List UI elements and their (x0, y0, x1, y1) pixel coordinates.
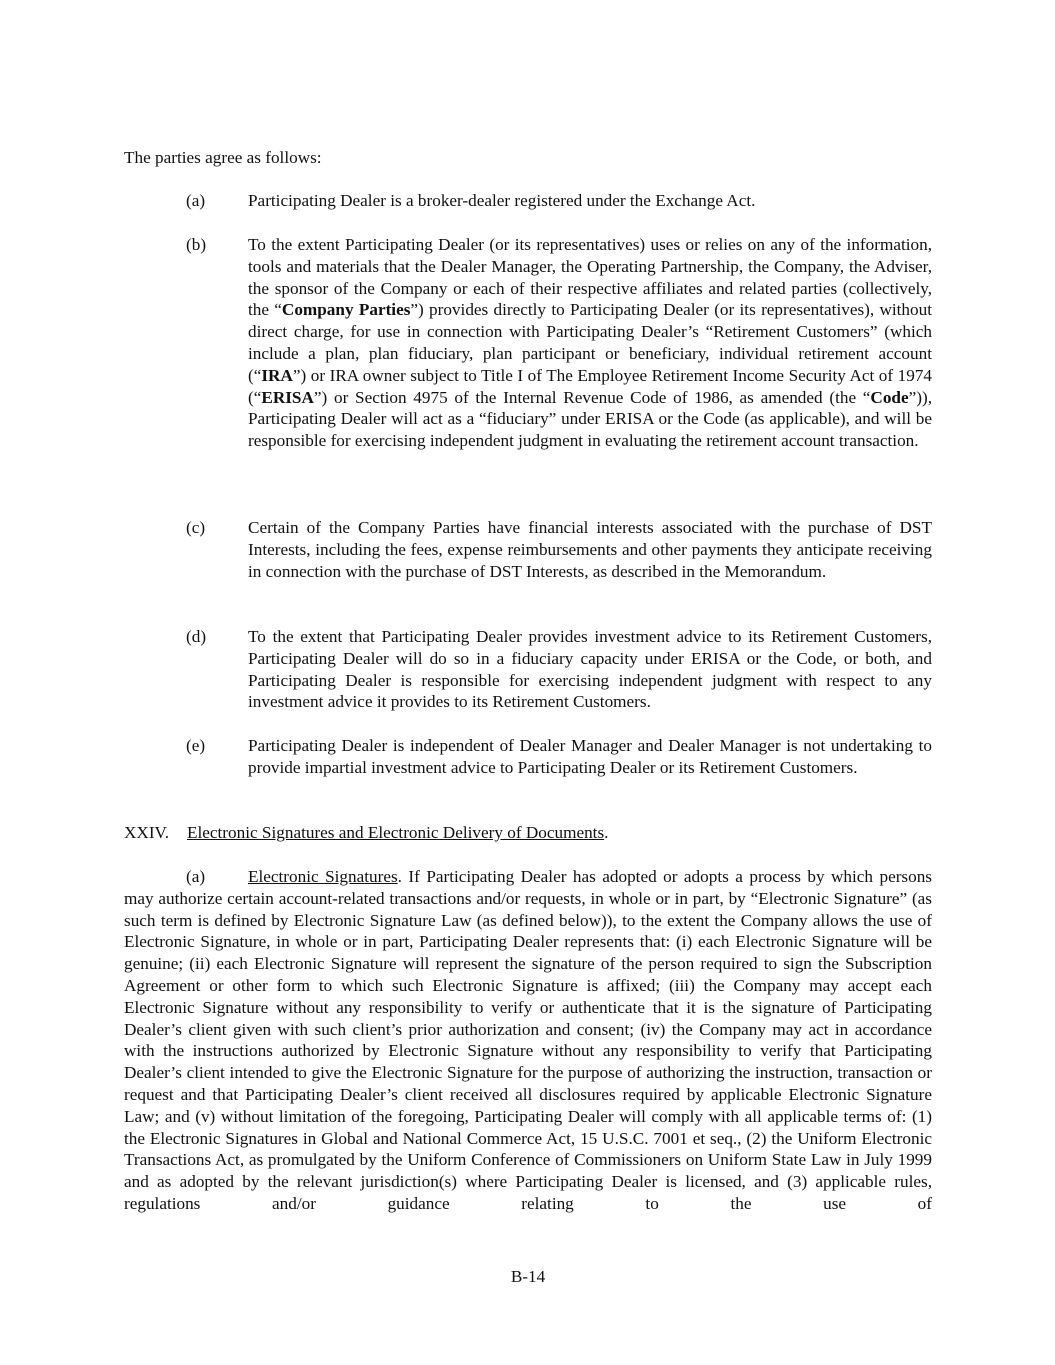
list-item-a (186, 190, 932, 212)
intro-text: The parties agree as follows: (124, 148, 322, 167)
section-number: XXIV. (124, 823, 170, 842)
defined-term: IRA (261, 365, 293, 385)
list-item-e (186, 735, 932, 779)
item-text: Participating Dealer is independent of Dealer Manager and Dealer Manager is not undertaking to provide impartial investment advice to Participating Dealer or its Retirement Customers. (248, 736, 932, 777)
item-label: (e) (186, 736, 206, 755)
paragraph-label: (a) (186, 867, 206, 886)
item-label: (b) (186, 235, 207, 254)
defined-term: Code (870, 387, 909, 407)
page-number: B-14 (510, 1267, 546, 1286)
item-text: Certain of the Company Parties have financial interests associated with the purchase of DST Interests, including the fees, expense reimbursements and other payments they anticipate receiving in connection with the purchase of DST Interests, as described in the Memorandum. (248, 518, 932, 581)
item-label: (a) (186, 191, 206, 210)
paragraph-title: Electronic Signatures (248, 867, 398, 886)
section-title: Electronic Signatures and Electronic Delivery of Documents (187, 823, 605, 842)
list-item-b (186, 234, 932, 452)
item-text: To the extent that Participating Dealer provides investment advice to its Retirement Customers, Participating Dealer will do so in a fiduciary capacity under ERISA or the Code, or both, and Participating Dealer is responsible for exercising independent judgment with respect to any investment advice it provides to its Retirement Customers. (248, 627, 932, 712)
paragraph-text: If Participating Dealer has adopted or adopts a process by which persons may authorize certain account-related transactions and/or requests, in whole or in part, by “Electronic Signature” (as such term is defined by Electronic Signature Law (as defined below)), to the extent the Company allows the use of Electronic Signature, in whole or in part, Participating Dealer represents that: (i) each Electronic Signature will be genuine; (ii) each Electronic Signature will represent the signature of the person required to sign the Subscription Agreement or other form to which such Electronic Signature is affixed; (iii) the Company may accept each Electronic Signature without any responsibility to verify or authenticate that it is the signature of Participating Dealer’s client given with such client’s prior authorization and consent; (iv) the Company may act in accordance with the instructions authorized by Electronic Signature without any responsibility to verify that Participating Dealer’s client intended to give the Electronic Signature for the purpose of authorizing the instruction, transaction or request and that Participating Dealer’s client received all disclosures required by applicable Electronic Signature Law; and (v) without limitation of the foregoing, Participating Dealer will comply with all applicable terms of: (1) the Electronic Signatures in Global and National Commerce Act, 15 U.S.C. 7001 et seq., (2) the Uniform Electronic Transactions Act, as promulgated by the Uniform Conference of Commissioners on Uniform State Law in July 1999 and as adopted by the relevant jurisdiction(s) where Participating Dealer is licensed, and (3) applicable rules, regulations and/or guidance relating to the use of (124, 867, 932, 1213)
defined-term: ERISA (261, 387, 314, 407)
section-heading: XXIV. Electronic Signatures and Electronic Delivery of Documents. (124, 823, 609, 842)
list-item-d (186, 626, 932, 713)
defined-term: Company Parties (281, 300, 411, 320)
item-label: (c) (186, 518, 206, 537)
item-text: Participating Dealer is a broker-dealer registered under the Exchange Act. (248, 191, 756, 210)
list-item-c (186, 517, 932, 582)
item-label: (d) (186, 627, 207, 646)
section-body-paragraph: (a) Electronic Signatures. If Participating Dealer has adopted or adopts a process by which persons may authorize certain account-related transactions and/or requests, in whole or in part, by “Electronic Signature” (as such term is defined by Electronic Signature Law (as defined below)), to the extent the Company allows the use of Electronic Signature, in whole or in part, Participating Dealer represents that: (i) each Electronic Signature will be genuine; (ii) each Electronic Signature will represent the signature of the person required to sign the Subscription Agreement or other form to which such Electronic Signature is affixed; (iii) the Company may accept each Electronic Signature without any responsibility to verify or authenticate that it is the signature of Participating Dealer’s client given with such client’s prior authorization and consent; (iv) the Company may act in accordance with the instructions authorized by Electronic Signature without any responsibility to verify that Participating Dealer’s client intended to give the Electronic Signature for the purpose of authorizing the instruction, transaction or request and that Participating Dealer’s client received all disclosures required by applicable Electronic Signature Law; and (v) without limitation of the foregoing, Participating Dealer will comply with all applicable terms of: (1) the Electronic Signatures in Global and National Commerce Act, 15 U.S.C. 7001 et seq., (2) the Uniform Electronic Transactions Act, as promulgated by the Uniform Conference of Commissioners on Uniform State Law in July 1999 and as adopted by the relevant jurisdiction(s) where Participating Dealer is licensed, and (3) applicable rules, regulations and/or guidance relating to the use of (124, 867, 932, 1213)
item-text: To the extent Participating Dealer (or its representatives) uses or relies on any of the information, tools and materials that the Dealer Manager, the Operating Partnership, the Company, the Adviser, the sponsor of the Company or each of their respective affiliates and related parties (collectively, the “Company Parties”) provides directly to Participating Dealer (or its representatives), without direct charge, for use in connection with Participating Dealer’s “Retirement Customers” (which include a plan, plan fiduciary, plan participant or beneficiary, individual retirement account (“IRA”) or IRA owner subject to Title I of The Employee Retirement Income Security Act of 1974 (“ERISA”) or Section 4975 of the Internal Revenue Code of 1986, as amended (the “Code”)), Participating Dealer will act as a “fiduciary” under ERISA or the Code (as applicable), and will be responsible for exercising independent judgment in evaluating the retirement account transaction. (248, 235, 932, 451)
